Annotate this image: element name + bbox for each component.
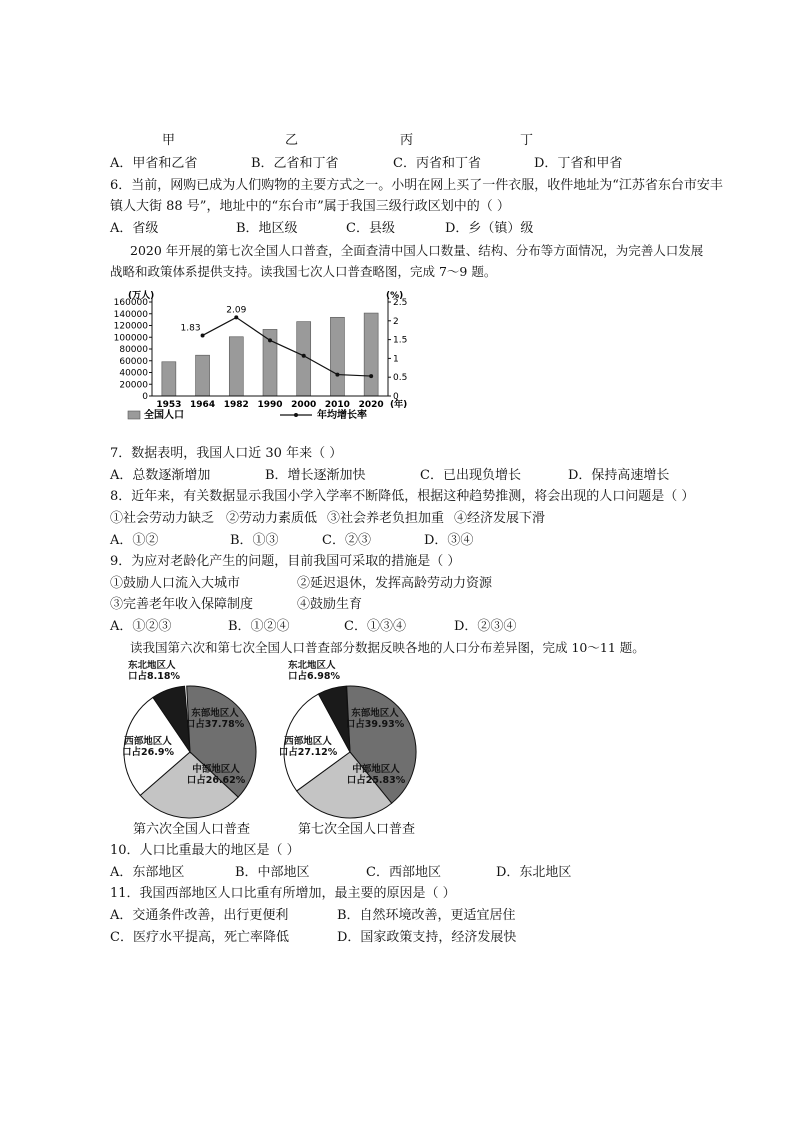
pie-chart-sixth-census [110, 660, 270, 820]
q10-option-a: A．东部地区 [110, 865, 185, 880]
left-tick-label: 60000 [119, 356, 148, 367]
left-tick-label: 160000 [113, 298, 148, 308]
pie-label-西部地区-line1: 西部地区人 [124, 736, 172, 747]
q6-option-c: C．县级 [346, 221, 395, 236]
data-label-1964: 1.83 [180, 323, 201, 334]
pie-chart-seventh-census [270, 660, 430, 820]
q10-stem: 10．人口比重最大的地区是（ ） [110, 843, 300, 858]
x-tick-label: 1990 [257, 400, 283, 410]
q5-option-c: C．丙省和丁省 [393, 156, 481, 171]
pie-label-东北地区-line2: 口占8.18% [128, 671, 180, 682]
census-chart [112, 288, 424, 434]
q9-option-d: D．②③④ [454, 619, 517, 634]
q9-item-1: ①鼓励人口流入大城市 [110, 576, 241, 591]
bar-2020 [364, 313, 378, 396]
bar-1964 [196, 355, 210, 396]
q7-option-b: B．增长逐渐加快 [265, 468, 366, 483]
q9-item-2: ②延迟退休，发挥高龄劳动力资源 [297, 576, 493, 591]
pie-label-西部地区-line2: 口占27.12% [278, 747, 338, 758]
pie-label-东部地区-line1: 东部地区人 [351, 708, 399, 719]
q8-option-b: B．①③ [230, 533, 279, 548]
passage1-line2: 战略和政策体系提供支持。读我国七次人口普查略图，完成 7～9 题。 [110, 264, 497, 279]
q10-option-d: D．东北地区 [496, 865, 572, 880]
q8-item-3: ③社会养老负担加重 [327, 511, 445, 526]
data-label-1982: 2.09 [226, 305, 247, 316]
passage1-line1: 2020 年开展的第七次全国人口普查，全面查清中国人口数量、结构、分布等方面情况，为完善人口发展 [130, 243, 704, 258]
pie-caption-sixth: 第六次全国人口普查 [133, 822, 251, 837]
growth-rate-point-1982 [234, 315, 238, 319]
q11-stem: 11．我国西部地区人口比重有所增加，最主要的原因是（ ） [110, 886, 456, 901]
q11-option-d: D．国家政策支持，经济发展快 [337, 930, 517, 945]
right-tick-label: 0.5 [393, 373, 408, 384]
q6-option-d: D．乡（镇）级 [445, 221, 534, 236]
q9-item-4: ④鼓励生育 [297, 597, 363, 612]
bar-1953 [162, 362, 176, 396]
pie-label-东北地区-line2: 口占6.98% [288, 671, 340, 682]
left-tick-label: 20000 [119, 380, 148, 391]
pie-label-中部地区-line1: 中部地区人 [192, 764, 240, 775]
pie-label-西部地区-line1: 西部地区人 [284, 736, 332, 747]
right-tick-label: 1.5 [393, 335, 408, 346]
q11-option-c: C．医疗水平提高，死亡率降低 [110, 930, 289, 945]
q8-option-d: D．③④ [424, 533, 474, 548]
label-yi: 乙 [285, 133, 299, 148]
q10-option-c: C．西部地区 [366, 865, 441, 880]
right-tick-label: 1 [393, 354, 399, 365]
q6-stem-line2: 镇人大街 88 号”，地址中的“东台市”属于我国三级行政区划中的（ ） [110, 199, 510, 214]
right-tick-label: 2 [393, 316, 399, 327]
pie-label-中部地区-line2: 口占26.62% [186, 775, 246, 786]
legend-bar-label: 全国人口 [144, 410, 184, 421]
right-tick-label: 0 [393, 392, 399, 402]
pie-label-西部地区-line2: 口占26.9% [122, 747, 174, 758]
left-tick-label: 100000 [113, 333, 148, 344]
q5-option-a: A．甲省和乙省 [110, 156, 198, 171]
x-axis-unit: (年) [390, 400, 408, 410]
q9-option-a: A．①②③ [110, 619, 172, 634]
pie-label-东北地区-line1: 东北地区人 [128, 660, 176, 671]
q6-option-b: B．地区级 [236, 221, 298, 236]
x-tick-label: 2010 [324, 400, 350, 410]
left-tick-label: 0 [142, 392, 148, 402]
q9-option-b: B．①②④ [228, 619, 290, 634]
q6-stem-line1: 6．当前，网购已成为人们购物的主要方式之一。小明在网上买了一件衣服，收件地址为“江苏省东台市安丰 [110, 178, 723, 193]
left-axis-unit: (万人) [128, 291, 155, 301]
left-tick-label: 80000 [119, 345, 148, 355]
label-bing: 丙 [400, 133, 414, 148]
pie-label-东部地区-line2: 口占39.93% [345, 719, 405, 730]
label-jia: 甲 [162, 133, 176, 148]
legend-line-label: 年均增长率 [317, 410, 367, 421]
growth-rate-point-2010 [335, 373, 339, 377]
legend-bar-swatch [128, 411, 140, 419]
q7-option-d: D．保持高速增长 [568, 468, 670, 483]
x-tick-label: 1982 [223, 400, 249, 410]
q5-option-b: B．乙省和丁省 [251, 156, 339, 171]
q7-option-a: A．总数逐渐增加 [110, 468, 211, 483]
bar-1982 [229, 337, 243, 396]
pie-label-东北地区-line1: 东北地区人 [288, 660, 336, 671]
q8-option-c: C．②③ [322, 533, 371, 548]
x-tick-label: 2020 [358, 400, 384, 410]
q8-item-1: ①社会劳动力缺乏 [110, 511, 215, 526]
x-tick-label: 2000 [291, 400, 317, 410]
q10-option-b: B．中部地区 [235, 865, 310, 880]
left-tick-label: 120000 [113, 321, 148, 332]
growth-rate-point-1964 [201, 333, 205, 337]
bar-2010 [330, 317, 344, 396]
pie-label-东部地区-line2: 口占37.78% [185, 719, 245, 730]
x-tick-label: 1953 [156, 400, 182, 410]
q6-option-a: A．省级 [110, 221, 159, 236]
right-tick-label: 2.5 [393, 298, 408, 308]
left-tick-label: 140000 [113, 309, 148, 320]
pie-label-东部地区-line1: 东部地区人 [191, 708, 239, 719]
q9-option-c: C．①③④ [344, 619, 406, 634]
q8-stem: 8．近年来，有关数据显示我国小学入学率不断降低，根据这种趋势推测，将会出现的人口问题是（ ） [110, 489, 695, 504]
pie-label-中部地区-line1: 中部地区人 [352, 764, 400, 775]
x-tick-label: 1964 [190, 400, 216, 410]
q8-item-4: ④经济发展下滑 [454, 511, 546, 526]
q8-option-a: A．①② [110, 533, 159, 548]
growth-rate-line [203, 317, 372, 376]
growth-rate-point-2020 [369, 374, 373, 378]
label-ding: 丁 [520, 133, 534, 148]
q7-option-c: C．已出现负增长 [420, 468, 521, 483]
q11-option-b: B．自然环境改善，更适宜居住 [337, 908, 516, 923]
pie-label-中部地区-line2: 口占25.83% [346, 775, 406, 786]
growth-rate-point-1990 [268, 338, 272, 342]
q9-item-3: ③完善老年收入保障制度 [110, 597, 254, 612]
q5-option-d: D．丁省和甲省 [534, 156, 623, 171]
q9-stem: 9．为应对老龄化产生的问题，目前我国可采取的措施是（ ） [110, 554, 461, 569]
growth-rate-point-2000 [302, 354, 306, 358]
q7-stem: 7．数据表明，我国人口近 30 年来（ ） [110, 446, 343, 461]
legend-line-dot [294, 413, 298, 417]
q8-item-2: ②劳动力素质低 [226, 511, 318, 526]
left-tick-label: 40000 [119, 368, 148, 379]
pie-caption-seventh: 第七次全国人口普查 [298, 822, 416, 837]
passage2: 读我国第六次和第七次全国人口普查部分数据反映各地的人口分布差异图，完成 10～11 题。 [130, 640, 645, 655]
q11-option-a: A．交通条件改善，出行更便利 [110, 908, 289, 923]
right-axis-unit: (%) [386, 291, 404, 301]
